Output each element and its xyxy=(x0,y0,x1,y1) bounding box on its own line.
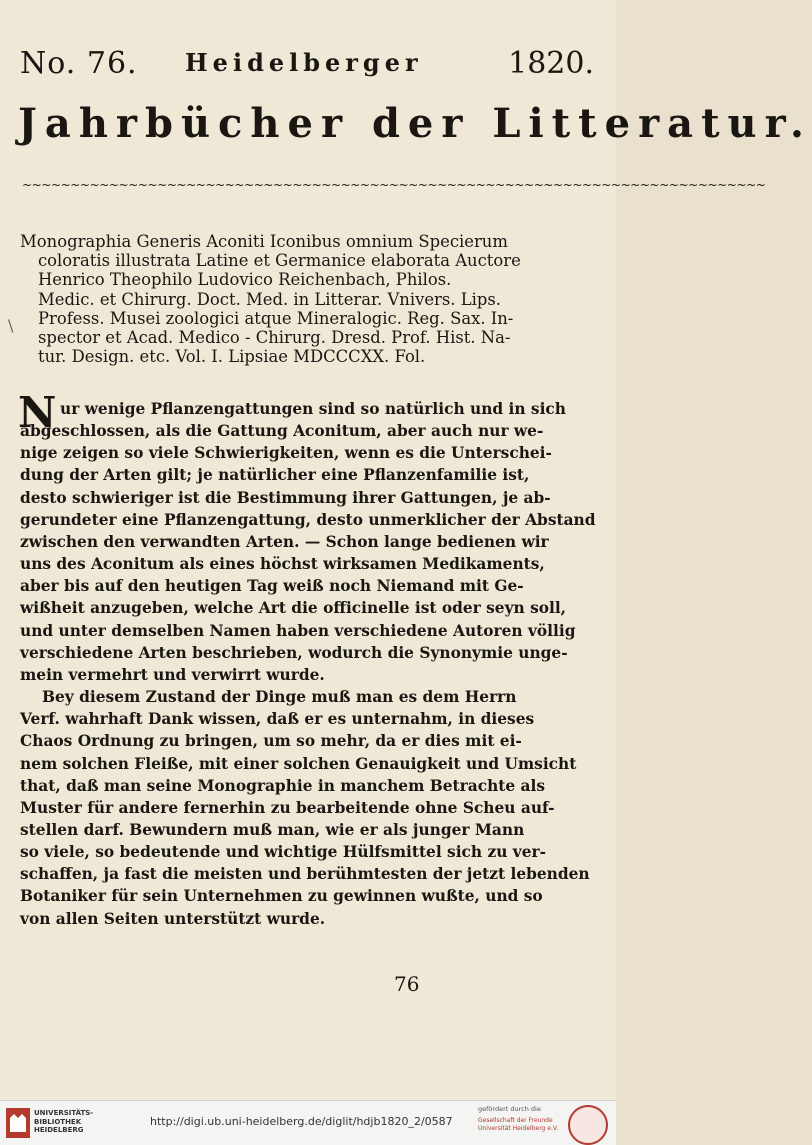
body-line: Botaniker für sein Unternehmen zu gewinnen wußte, und so xyxy=(20,887,543,906)
library-name: UNIVERSITÄTS- BIBLIOTHEK HEIDELBERG xyxy=(34,1109,94,1134)
body-line: aber bis auf den heutigen Tag weiß noch Niemand mit Ge- xyxy=(20,577,524,596)
body-line: abgeschlossen, als die Gattung Aconitum, aber auch nur we- xyxy=(20,422,544,441)
body-line: Verf. wahrhaft Dank wissen, daß er es unternahm, in dieses xyxy=(20,710,535,729)
review-body xyxy=(20,398,596,930)
book-title-line: spector et Acad. Medico - Chirurg. Dresd. Prof. Hist. Na- xyxy=(38,328,511,348)
body-line: ur wenige Pflanzengattungen sind so natürlich und in sich xyxy=(60,400,566,418)
body-line: schaffen, ja fast die meisten und berühmtesten der jetzt lebenden xyxy=(20,865,590,884)
funding-note: gefördert durch die xyxy=(478,1105,541,1113)
body-line: mein vermehrt und verwirrt wurde. xyxy=(20,665,325,684)
body-line: stellen darf. Bewundern muß man, wie er als junger Mann xyxy=(20,820,525,839)
page-number: 76 xyxy=(394,972,420,996)
drop-cap: N xyxy=(18,388,57,437)
body-line: und unter demselben Namen haben verschiedene Autoren völlig xyxy=(20,621,576,640)
ornamental-rule: ~~~~~~~~~~~~~~~~~~~~~~~~~~~~~~~~~~~~~~~~~~~~~~~~~~~~~~~~~~~~~~~~~~~~~~~~~~~~~ xyxy=(22,178,766,192)
year: 1820. xyxy=(508,46,594,81)
book-title-line: coloratis illustrata Latine et Germanice elaborata Auctore xyxy=(38,251,521,271)
masthead xyxy=(20,46,594,86)
margin-mark: \ xyxy=(8,316,14,335)
book-title-line: tur. Design. etc. Vol. I. Lipsiae MDCCCXX. Fol. xyxy=(38,347,426,367)
book-title-line: Henrico Theophilo Ludovico Reichenbach, Philos. xyxy=(38,270,452,290)
body-line: nige zeigen so viele Schwierigkeiten, wenn es die Unterschei- xyxy=(20,444,552,463)
society-seal-icon xyxy=(568,1105,608,1145)
book-title-line: Profess. Musei zoologici atque Mineralogic. Reg. Sax. In- xyxy=(38,308,514,328)
publisher-name: Heidelberger xyxy=(185,48,423,77)
body-line: dung der Arten gilt; je natürlicher eine Pflanzenfamilie ist, xyxy=(20,466,530,485)
book-title xyxy=(20,232,530,366)
body-line: desto schwieriger ist die Bestimmung ihrer Gattungen, je ab- xyxy=(20,488,551,507)
body-line: verschiedene Arten beschrieben, wodurch die Synonymie unge- xyxy=(20,643,568,662)
viewer-footer xyxy=(0,1100,616,1145)
issue-number: No. 76. xyxy=(20,46,138,81)
body-line: von allen Seiten unterstützt wurde. xyxy=(20,909,326,928)
journal-title: Jahrbücher der Litteratur. xyxy=(18,100,812,147)
body-line: Bey diesem Zustand der Dinge muß man es dem Herrn xyxy=(42,688,517,707)
body-line: so viele, so bedeutende und wichtige Hülfsmittel sich zu ver- xyxy=(20,843,546,862)
body-line: gerundeter eine Pflanzengattung, desto unmerklicher der Abstand xyxy=(20,510,596,529)
book-title-line: Medic. et Chirurg. Doct. Med. in Litterar. Vnivers. Lips. xyxy=(38,289,501,309)
body-line: that, daß man seine Monographie in manchem Betrachte als xyxy=(20,776,546,795)
body-line: Chaos Ordnung zu bringen, um so mehr, da er dies mit ei- xyxy=(20,732,522,751)
book-title-line: Monographia Generis Aconiti Iconibus omnium Specierum xyxy=(20,232,508,251)
body-line: uns des Aconitum als eines höchst wirksamen Medikaments, xyxy=(20,555,545,574)
society-name: Gesellschaft der Freunde Universität Heidelberg e.V. xyxy=(478,1117,559,1132)
permalink[interactable]: http://digi.ub.uni-heidelberg.de/diglit/hdjb1820_2/0587 xyxy=(150,1115,453,1128)
body-line: wißheit anzugeben, welche Art die officinelle ist oder seyn soll, xyxy=(20,599,567,618)
body-line: nem solchen Fleiße, mit einer solchen Genauigkeit und Umsicht xyxy=(20,754,577,773)
body-line: zwischen den verwandten Arten. — Schon lange bedienen wir xyxy=(20,532,549,551)
university-library-logo-icon xyxy=(6,1108,30,1138)
body-line: Muster für andere fernerhin zu bearbeitende ohne Scheu auf- xyxy=(20,798,555,817)
